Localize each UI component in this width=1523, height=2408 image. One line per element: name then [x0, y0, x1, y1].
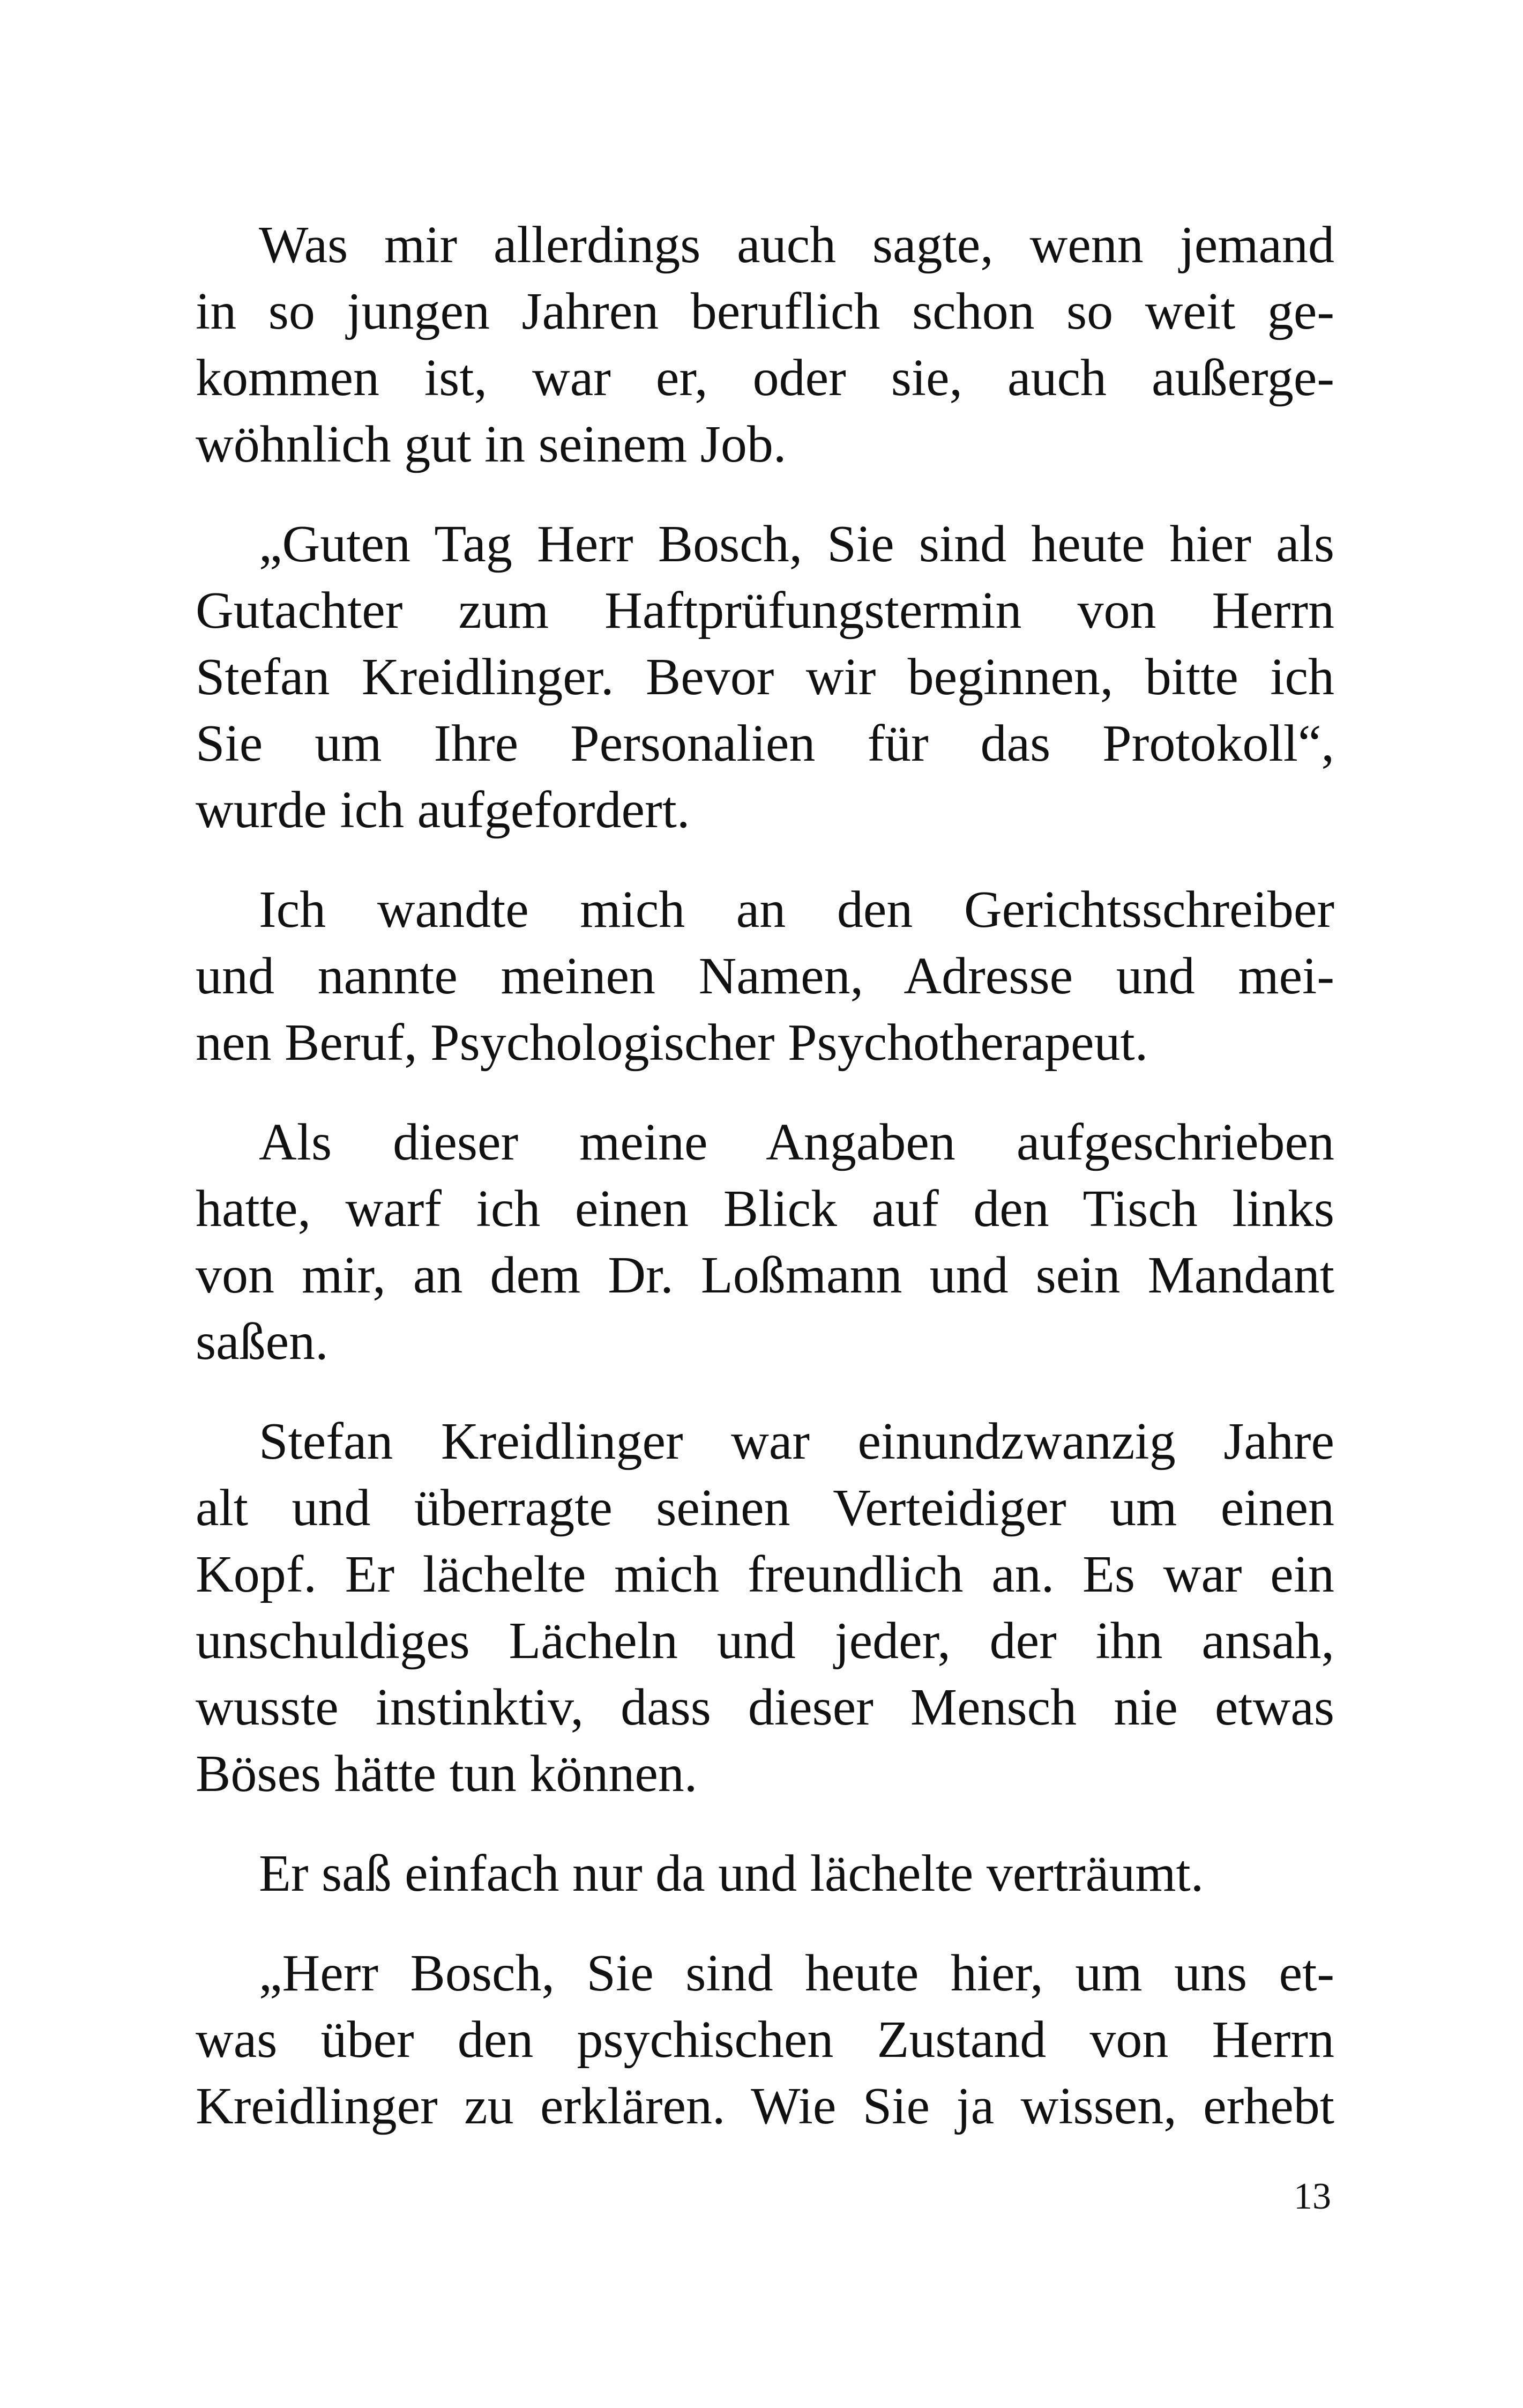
text-line: unschuldiges Lächeln und jeder, der ihn ansah,	[196, 1612, 1334, 1670]
text-line: Kopf. Er lächelte mich freundlich an. Es war ein	[196, 1545, 1334, 1603]
body-text	[196, 212, 1334, 2173]
text-line: wusste instinktiv, dass dieser Mensch nie etwas	[196, 1678, 1334, 1736]
text-line: saßen.	[196, 1313, 329, 1371]
paragraph-7	[196, 1940, 1334, 2139]
text-line: Stefan Kreidlinger. Bevor wir beginnen, bitte ich	[196, 648, 1334, 706]
text-line: Was mir allerdings auch sagte, wenn jemand	[259, 216, 1334, 274]
paragraph-1	[196, 212, 1334, 478]
paragraph-6	[196, 1840, 1334, 1907]
page-number: 13	[1294, 2176, 1331, 2217]
text-line: Ich wandte mich an den Gerichtsschreiber	[259, 881, 1334, 939]
text-line: Er saß einfach nur da und lächelte verträumt.	[259, 1845, 1204, 1902]
paragraph-4	[196, 1109, 1334, 1375]
paragraph-5	[196, 1408, 1334, 1807]
text-line: was über den psychischen Zustand von Herrn	[196, 2011, 1334, 2069]
text-line: und nannte meinen Namen, Adresse und mei-	[196, 947, 1334, 1005]
text-line: „Guten Tag Herr Bosch, Sie sind heute hier als	[259, 515, 1334, 573]
text-line: Stefan Kreidlinger war einundzwanzig Jahre	[259, 1413, 1334, 1470]
text-line: hatte, warf ich einen Blick auf den Tisch links	[196, 1180, 1334, 1238]
text-line: kommen ist, war er, oder sie, auch außerge-	[196, 349, 1334, 407]
text-line: nen Beruf, Psychologischer Psychotherapeut.	[196, 1014, 1148, 1072]
paragraph-3	[196, 876, 1334, 1076]
text-line: wurde ich aufgefordert.	[196, 781, 690, 839]
text-line: alt und überragte seinen Verteidiger um einen	[196, 1479, 1334, 1537]
text-line: von mir, an dem Dr. Loßmann und sein Mandant	[196, 1246, 1334, 1304]
text-line: Kreidlinger zu erklären. Wie Sie ja wissen, erhebt	[196, 2077, 1334, 2135]
text-line: Als dieser meine Angaben aufgeschrieben	[259, 1113, 1334, 1171]
text-line: Böses hätte tun können.	[196, 1745, 698, 1803]
text-line: wöhnlich gut in seinem Job.	[196, 415, 787, 473]
text-line: Gutachter zum Haftprüfungstermin von Herrn	[196, 582, 1334, 640]
text-line: Sie um Ihre Personalien für das Protokoll“,	[196, 715, 1334, 772]
text-line: in so jungen Jahren beruflich schon so weit ge-	[196, 283, 1334, 340]
paragraph-2	[196, 511, 1334, 843]
text-line: „Herr Bosch, Sie sind heute hier, um uns et-	[259, 1944, 1334, 2002]
